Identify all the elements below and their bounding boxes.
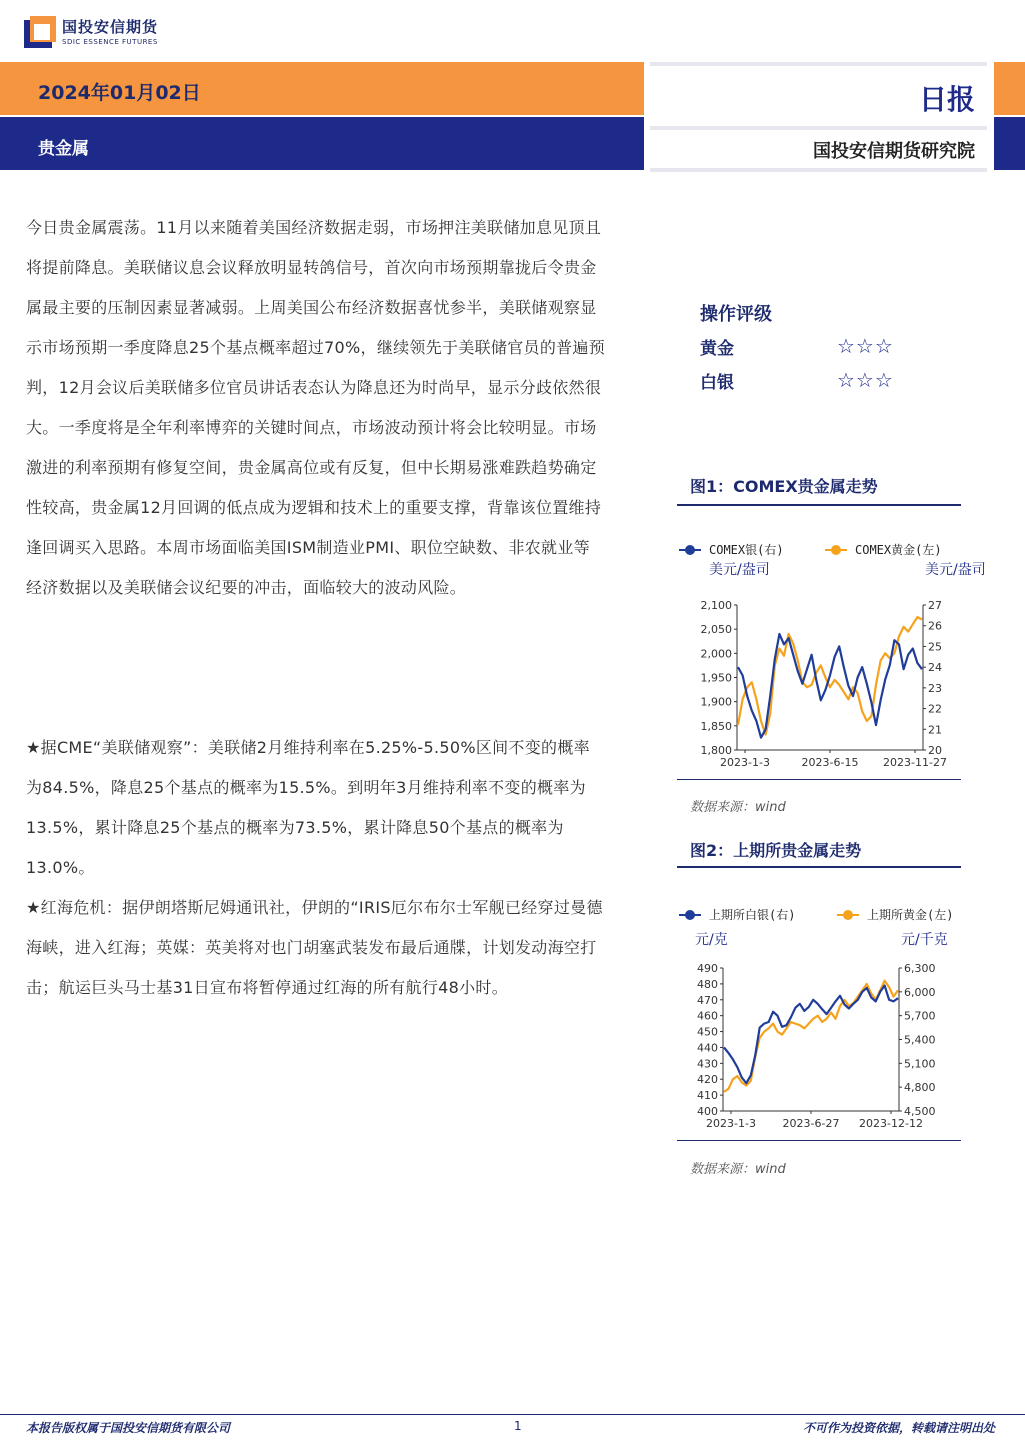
legend-label: 上期所黄金(左) [867, 908, 954, 922]
body-paragraph-summary: 今日贵金属震荡。11月以来随着美国经济数据走弱，市场押注美联储加息见顶且将提前降息。美联储议息会议释放明显转鸽信号，首次向市场预期靠拢后令贵金属最主要的压制因素显著减弱。上周美国公布经济数据喜忧参半，美联储观察显示市场预期一季度降息25个基点概率超过70%，继续领先于美联储官员的普遍预判，12月会议后美联储多位官员讲话表态认为降息还为时尚早，显示分歧依然很大。一季度将是全年利率博弈的关键时间点，市场波动预计将会比较明显。市场激进的利率预期有修复空间，贵金属高位或有反复，但中长期易涨难跌趋势确定性较高，贵金属12月回调的低点成为逻辑和技术上的重要支撑，背靠该位置维持逢回调买入思路。本周市场面临美国ISM制造业PMI、职位空缺数、非农就业等经济数据以及美联储会议纪要的冲击，面临较大的波动风险。 [26, 218, 606, 597]
legend-marker [685, 910, 695, 920]
right-tick-label: 6,300 [904, 962, 936, 975]
body-paragraph-red-sea: ★红海危机：据伊朗塔斯尼姆通讯社，伊朗的“IRIS厄尔布尔士军舰已经穿过曼德海峡，进入红海；英媒：英美将对也门胡塞武装发布最后通牒，计划发动海空打击；航运巨头马士基31日宣布将暂停通过红海的所有航行48小时。 [26, 898, 603, 997]
x-tick-label: 2023-6-27 [782, 1117, 840, 1130]
legend-label: COMEX银(右) [709, 543, 784, 557]
logo-text-en: SDIC ESSENCE FUTURES [62, 38, 158, 46]
rating-name: 白银 [700, 373, 734, 393]
right-tick-label: 27 [928, 599, 942, 612]
logo-mark-icon [24, 16, 56, 48]
legend-marker [685, 545, 695, 555]
left-tick-label: 440 [697, 1041, 718, 1055]
figure-1-bottom-rule [677, 779, 961, 780]
left-tick-label: 420 [697, 1073, 718, 1087]
left-tick-label: 1,850 [700, 719, 732, 733]
footer-copyright: 本报告版权属于国投安信期货有限公司 [26, 1421, 231, 1435]
figure-1-rule [677, 504, 961, 506]
right-tick-label: 20 [928, 744, 942, 757]
header-divider [650, 168, 987, 172]
right-tick-label: 5,700 [904, 1009, 936, 1023]
header-blue-stub [994, 117, 1025, 170]
left-tick-label: 430 [697, 1057, 718, 1071]
left-tick-label: 2,050 [700, 623, 732, 637]
legend-label: 上期所白银(右) [709, 908, 796, 922]
right-tick-label: 21 [928, 723, 942, 737]
rating-row-gold [700, 334, 960, 368]
report-type: 日报 [918, 83, 975, 116]
legend-marker [831, 545, 841, 555]
report-sector: 贵金属 [38, 139, 89, 159]
rating-name: 黄金 [700, 339, 734, 359]
left-tick-label: 2,100 [700, 599, 732, 612]
left-tick-label: 400 [697, 1105, 718, 1118]
x-tick-label: 2023-6-15 [801, 756, 859, 769]
right-tick-label: 22 [928, 702, 942, 716]
left-tick-label: 1,800 [700, 744, 732, 757]
figure-1-source: 数据来源：wind [690, 800, 786, 815]
figure-2-source: 数据来源：wind [690, 1162, 786, 1177]
series-line [724, 986, 898, 1084]
left-tick-label: 410 [697, 1089, 718, 1103]
company-logo [24, 14, 164, 54]
figure-2-title: 图2：上期所贵金属走势 [690, 841, 862, 860]
figure-2-chart [677, 894, 961, 1138]
left-tick-label: 470 [697, 993, 718, 1007]
body-paragraph-cme: ★据CME“美联储观察”：美联储2月维持利率在5.25%-5.50%区间不变的概率为84.5%，降息25个基点的概率为15.5%。到明年3月维持利率不变的概率为13.5%，累计降息25个基点的概率为73.5%，累计降息50个基点的概率为13.0%。 [26, 738, 590, 877]
right-axis-unit: 元/千克 [901, 932, 948, 948]
left-tick-label: 2,000 [700, 647, 732, 661]
header-blue-bar [0, 117, 644, 170]
star-rating-icon: ☆☆☆ [837, 368, 894, 392]
right-axis-unit: 美元/盎司 [925, 562, 986, 578]
right-tick-label: 23 [928, 681, 942, 695]
left-axis-unit: 美元/盎司 [709, 562, 770, 578]
rating-title: 操作评级 [700, 304, 772, 325]
header-orange-stub [994, 62, 1025, 115]
header-divider [650, 126, 987, 130]
right-tick-label: 25 [928, 640, 942, 654]
right-tick-label: 4,800 [904, 1081, 936, 1095]
left-tick-label: 460 [697, 1009, 718, 1023]
right-tick-label: 26 [928, 619, 942, 633]
legend-label: COMEX黄金(左) [855, 543, 942, 557]
left-axis-unit: 元/克 [695, 932, 728, 948]
left-tick-label: 1,950 [700, 671, 732, 685]
x-tick-label: 2023-1-3 [720, 756, 770, 769]
figure-1-chart [677, 530, 986, 778]
rating-panel [700, 300, 960, 402]
x-tick-label: 2023-11-27 [883, 756, 947, 769]
x-tick-label: 2023-12-12 [859, 1117, 923, 1130]
right-tick-label: 5,100 [904, 1057, 936, 1071]
x-tick-label: 2023-1-3 [706, 1117, 756, 1130]
right-tick-label: 4,500 [904, 1105, 936, 1118]
left-tick-label: 1,900 [700, 695, 732, 709]
left-tick-label: 490 [697, 962, 718, 975]
left-tick-label: 450 [697, 1025, 718, 1039]
figure-1-title: 图1：COMEX贵金属走势 [690, 477, 878, 496]
report-date: 2024年01月02日 [38, 82, 201, 104]
right-tick-label: 24 [928, 661, 942, 675]
left-tick-label: 480 [697, 977, 718, 991]
figure-2-rule [677, 866, 961, 868]
header-divider [650, 62, 987, 66]
rating-row-silver [700, 368, 960, 402]
footer-disclaimer: 不可作为投资依据，转载请注明出处 [802, 1421, 995, 1435]
legend-marker [843, 910, 853, 920]
footer-divider [0, 1414, 1025, 1415]
figure-2-bottom-rule [677, 1140, 961, 1141]
right-tick-label: 5,400 [904, 1033, 936, 1047]
institute-name: 国投安信期货研究院 [813, 141, 975, 162]
page-number: 1 [514, 1419, 522, 1433]
logo-text-cn: 国投安信期货 [62, 18, 159, 36]
right-tick-label: 6,000 [904, 985, 936, 999]
star-rating-icon: ☆☆☆ [837, 334, 894, 358]
